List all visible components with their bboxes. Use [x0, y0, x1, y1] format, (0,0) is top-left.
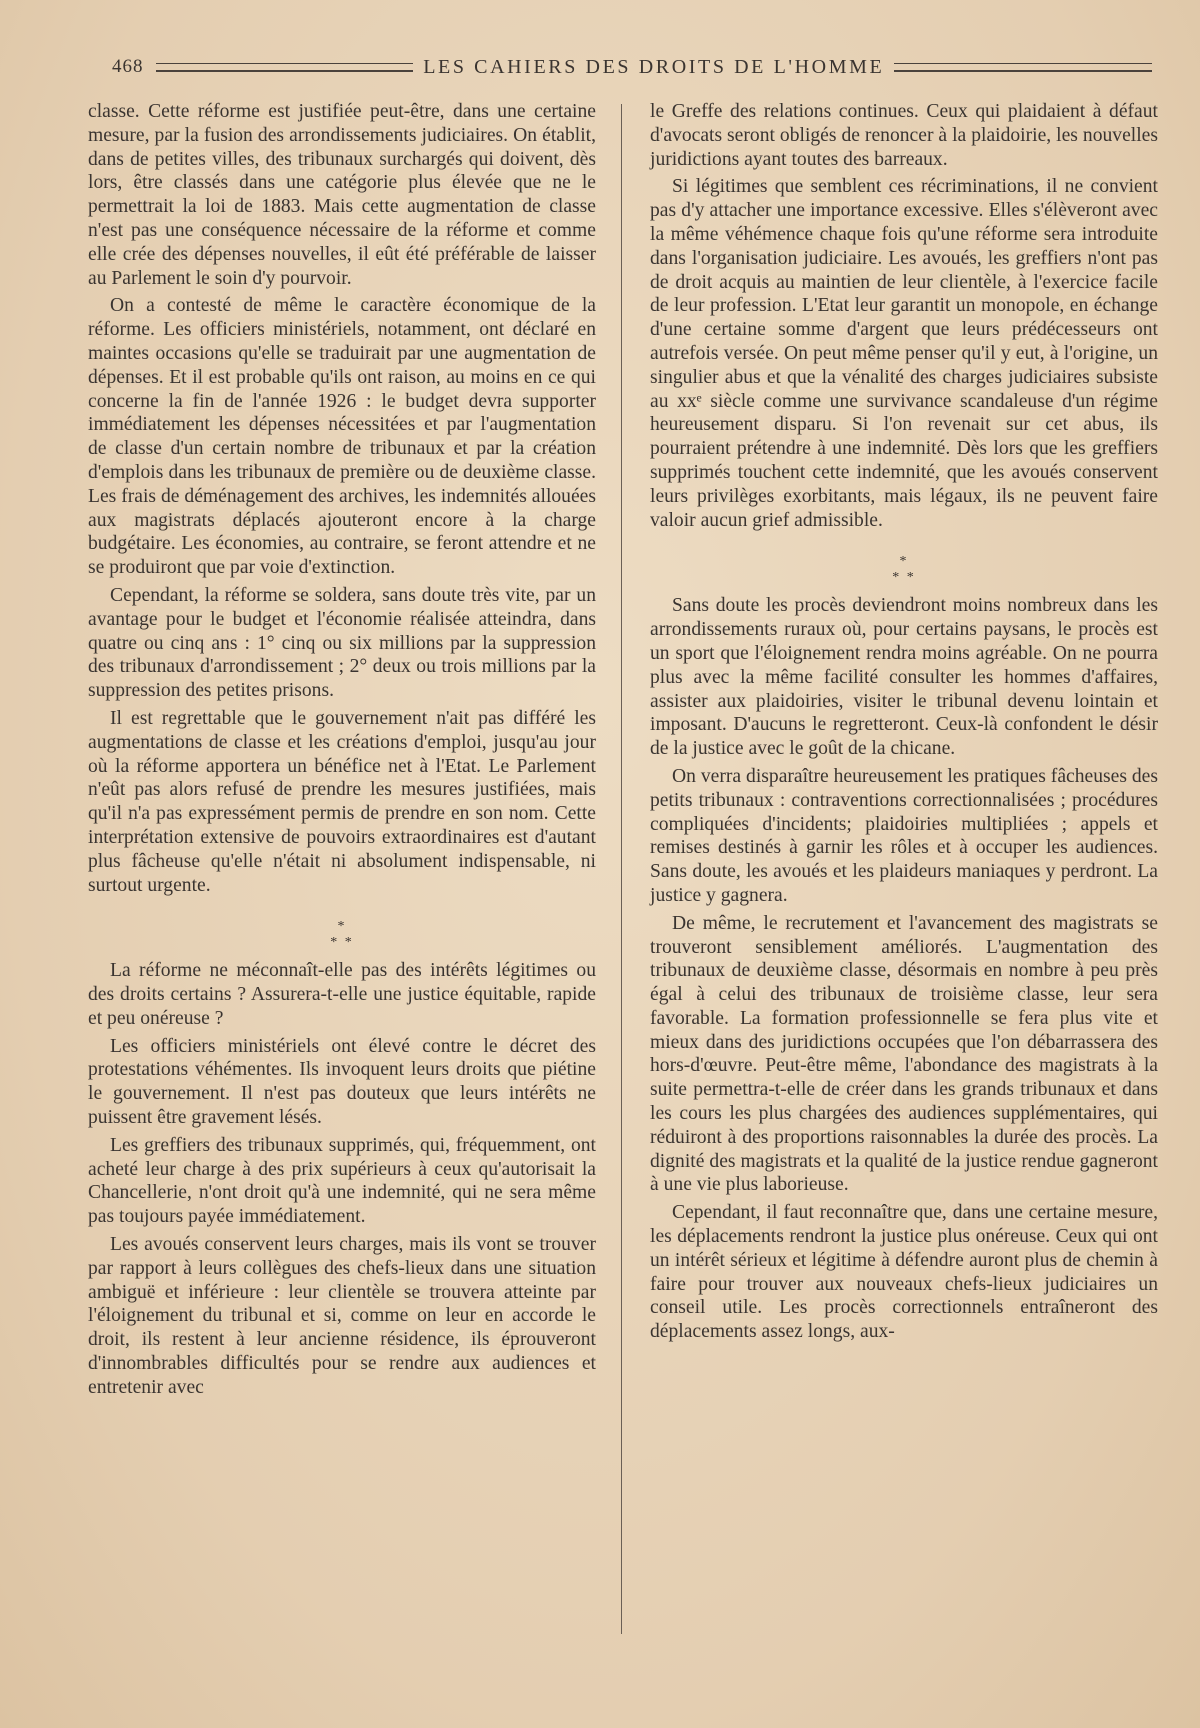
asterism-top: * — [337, 919, 347, 935]
paragraph: Les avoués conservent leurs charges, mais ils vont se trouver par rapport à leurs collègues des chefs-lieux dans une situation ambiguë et inférieure : leur clientèle se trouvera atteinte par l'éloignement du tribunal et si, comme on leur en accorde le droit, ils restent à leur ancienne résidence, ils éprouveront d'innombrables difficultés pour se rendre aux audiences et entretenir avec — [88, 1234, 596, 1398]
running-header — [112, 52, 1152, 82]
paragraph: On verra disparaître heureusement les pratiques fâcheuses des petits tribunaux : contraventions correctionnalisées ; procédures compliquées d'incidents; plaidoiries multipliées ; appels et remises destinés à garnir les rôles et à occuper les audiences. Sans doute, les avoués et les plaideurs maniaques y perdront. La justice y gagnera. — [650, 765, 1158, 906]
paragraph: Cependant, la réforme se soldera, sans doute très vite, par un avantage pour le budget et l'économie réalisée atteindra, dans quatre ou cinq ans : 1° cinq ou six millions par la suppression des tribunaux d'arrondissement ; 2° deux ou trois millions par la suppression des petites prisons. — [88, 584, 596, 702]
section-separator-asterism — [88, 901, 596, 959]
section-separator-asterism — [650, 536, 1158, 594]
paragraph: La réforme ne méconnaît-elle pas des intérêts légitimes ou des droits certains ? Assurera-t-elle une justice équitable, rapide et peu onéreuse ? — [88, 960, 596, 1029]
paragraph: Sans doute les procès deviendront moins nombreux dans les arrondissements ruraux où, pour certains paysans, le procès est un sport que l'éloignement rendra moins agréable. On ne pourra plus avec la même facilité consulter les hommes d'affaires, assister aux plaidoiries, visiter le tribunal devenu lointain et imposant. D'aucuns le regretteront. Ceux-là confondent le désir de la justice avec le goût de la chicane. — [650, 595, 1158, 760]
asterism-bottom: * * — [330, 935, 354, 951]
running-title: LES CAHIERS DES DROITS DE L'HOMME — [423, 55, 885, 78]
header-rule-right — [894, 63, 1152, 72]
right-column — [650, 100, 1158, 1348]
asterism-top: * — [899, 554, 909, 570]
paragraph: On a contesté de même le caractère économique de la réforme. Les officiers ministériels, notamment, ont déclaré en maintes occasions qu'elle se traduirait par une augmentation de dépenses. Et il est probable qu'ils ont raison, au moins en ce qui concerne la fin de l'année 1926 : le budget devra supporter immédiatement les dépenses nécessitées et par l'augmentation de classe d'un certain nombre de tribunaux et par la création d'emplois dans les tribunaux de première ou de deuxième classe. Les frais de déménagement des archives, les indemnités allouées aux magistrats déplacés ajouteront encore à la charge budgétaire. Les économies, au contraire, se feront attendre et ne se produiront que par voie d'extinction. — [88, 295, 596, 579]
paragraph: Cependant, il faut reconnaître que, dans une certaine mesure, les déplacements rendront la justice plus onéreuse. Ceux qui ont un intérêt sérieux et légitime à défendre auront plus de chemin à faire pour trouver aux nouveaux chefs-lieux judiciaires un conseil utile. Les procès correctionnels entraîneront des déplacements assez longs, aux- — [650, 1202, 1158, 1343]
column-divider — [621, 104, 622, 1634]
paragraph: Les officiers ministériels ont élevé contre le décret des protestations véhémentes. Ils invoquent leurs droits que piétine le gouvernement. Il n'est pas douteux que leurs intérêts ne puissent être gravement lésés. — [88, 1035, 596, 1129]
asterism-bottom: * * — [892, 570, 916, 586]
page-number: 468 — [112, 56, 144, 77]
paragraph: Les greffiers des tribunaux supprimés, qui, fréquemment, ont acheté leur charge à des prix supérieurs à ceux qu'autorisait la Chancellerie, n'ont droit qu'à une indemnité, qui ne sera même pas toujours payée immédiatement. — [88, 1134, 596, 1228]
paragraph: Si légitimes que semblent ces récriminations, il ne convient pas d'y attacher une importance excessive. Elles s'élèveront avec la même véhémence chaque fois qu'une réforme sera introduite dans l'organisation judiciaire. Les avoués, les greffiers n'ont pas de droit acquis au maintien de leur clientèle, à l'exercice facile de leur profession. L'Etat leur garantit un monopole, en échange d'une certaine somme d'argent que leurs prédécesseurs ont autrefois versée. On peut même penser qu'il y eut, à l'origine, un singulier abus et que la vénalité des charges judiciaires subsiste au xxᵉ siècle comme une survivance scandaleuse d'un régime heureusement disparu. Si l'on revenait sur cet abus, ils pourraient prétendre à une indemnité. Dès lors que les greffiers supprimés touchent cette indemnité, que les avoués conservent leurs privilèges exorbitants, mais légaux, ils ne peuvent faire valoir aucun grief admissible. — [650, 176, 1158, 531]
left-column — [88, 100, 596, 1404]
paragraph: Il est regrettable que le gouvernement n'ait pas différé les augmentations de classe et les créations d'emploi, jusqu'au jour où la réforme apportera un bénéfice net à l'Etat. Le Parlement n'eût pas alors refusé de prendre les mesures justifiées, mais qu'il n'a pas expressément permis de prendre en son nom. Cette interprétation extensive de pouvoirs extraordinaires est d'autant plus fâcheuse qu'elle n'était ni absolument indispensable, ni surtout urgente. — [88, 707, 596, 896]
header-rule-left — [156, 63, 414, 72]
paragraph: le Greffe des relations continues. Ceux qui plaidaient à défaut d'avocats seront obligés de renoncer à la plaidoirie, les nouvelles juridictions ayant toutes des barreaux. — [650, 101, 1158, 170]
paragraph: De même, le recrutement et l'avancement des magistrats se trouveront sensiblement améliorés. L'augmentation des tribunaux de deuxième classe, désormais en nombre à peu près égal à celui des tribunaux de troisième classe, leur sera favorable. La formation professionnelle se fera plus vite et mieux dans des juridictions occupées que l'on débarrassera des hors-d'œuvre. Peut-être même, l'abondance des magistrats à la suite permettra-t-elle de créer dans les grands tribunaux et dans les cours les plus chargées des audiences supplémentaires, qui réduiront à des proportions raisonnables la durée des procès. La dignité des magistrats et la qualité de la justice rendue gagneront à une vie plus laborieuse. — [650, 912, 1158, 1196]
paragraph: classe. Cette réforme est justifiée peut-être, dans une certaine mesure, par la fusion des arrondissements judiciaires. On établit, dans de petites villes, des tribunaux surchargés qui doivent, dès lors, être classés dans une catégorie plus élevée que ne le permettrait la loi de 1883. Mais cette augmentation de classe n'est pas une conséquence nécessaire de la réforme et comme elle crée des dépenses nouvelles, il eût été préférable de laisser au Parlement le soin d'y pourvoir. — [88, 101, 596, 289]
